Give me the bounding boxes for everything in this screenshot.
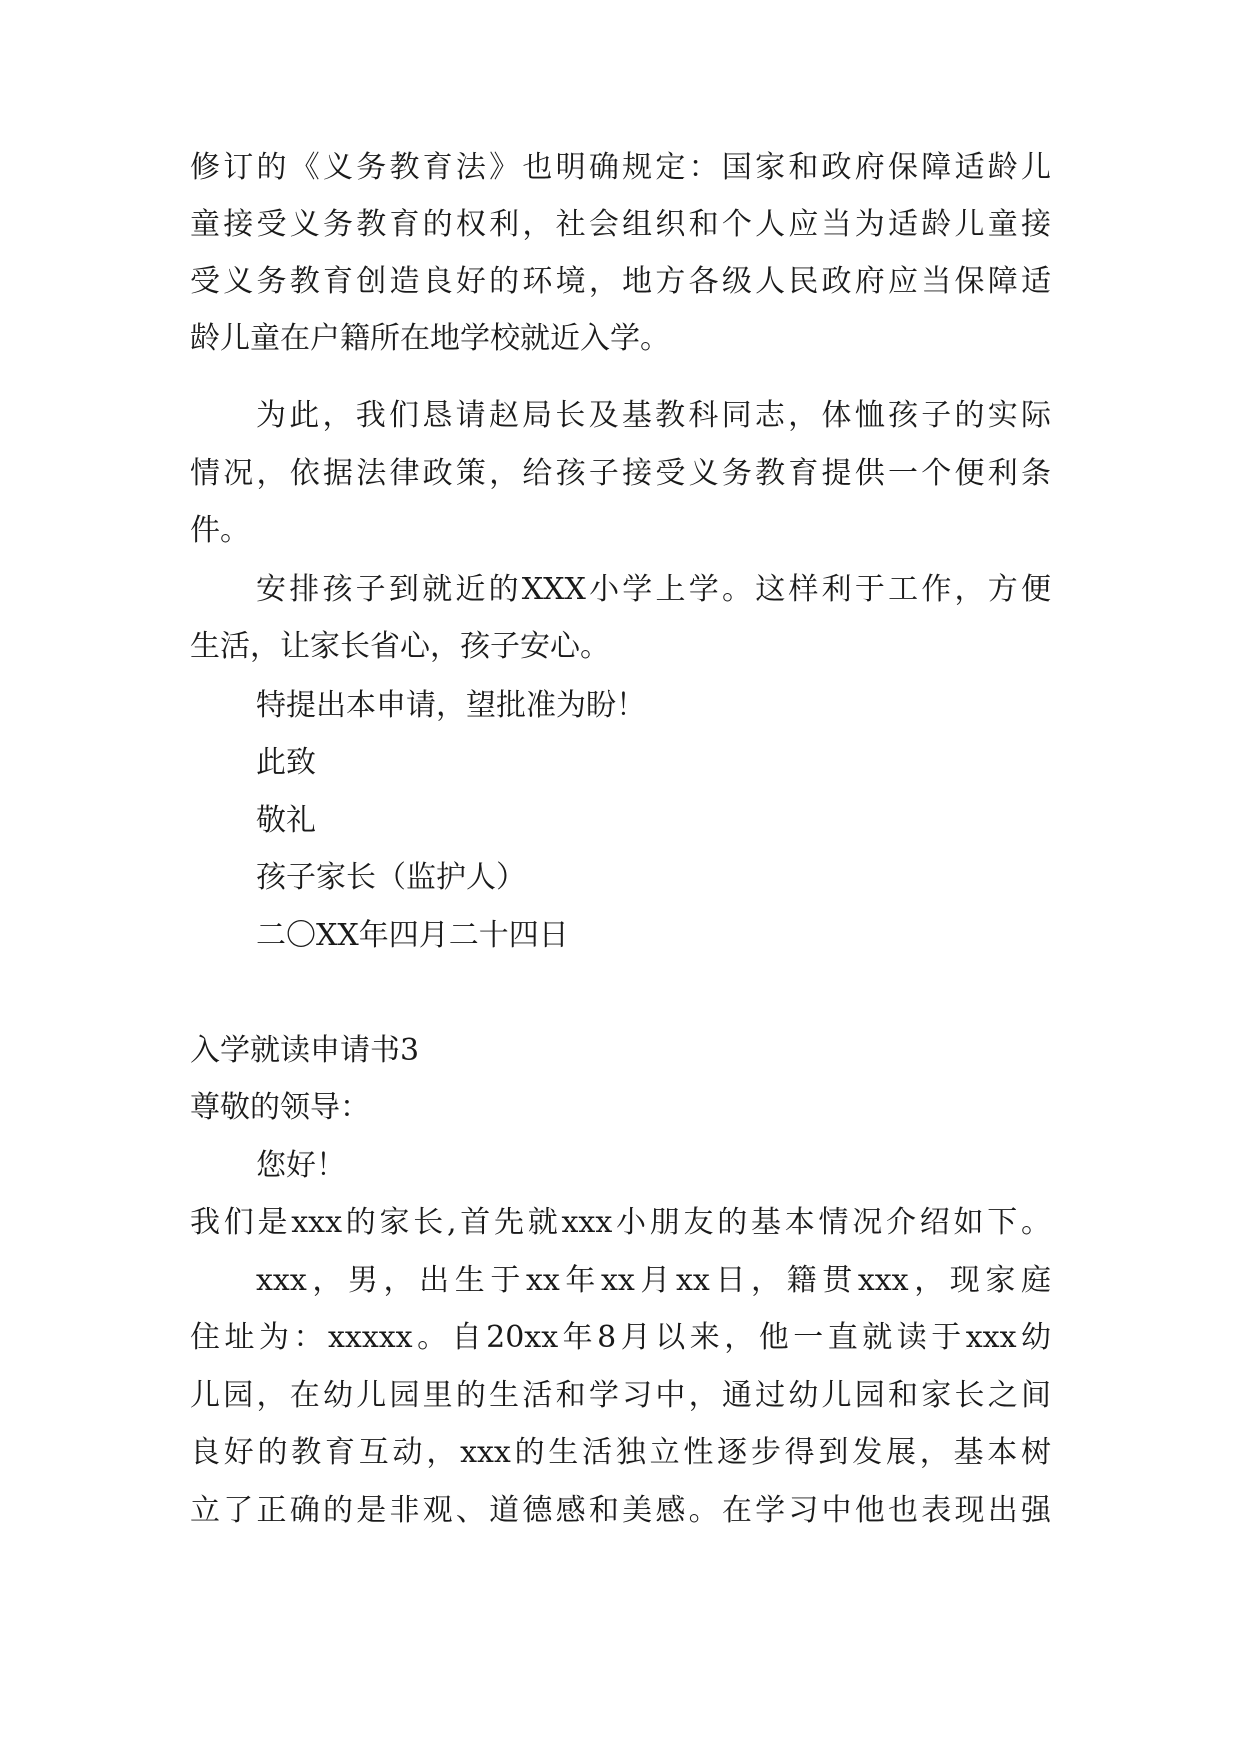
paragraph-line: 我们是xxx的家长,首先就xxx小朋友的基本情况介绍如下。 <box>190 1205 1051 1240</box>
paragraph-line: xxx，男，出生于xx年xx月xx日，籍贯xxx，现家庭 <box>256 1263 1051 1298</box>
signature-line: 孩子家长（监护人） <box>256 860 526 895</box>
paragraph-line: 良好的教育互动，xxx的生活独立性逐步得到发展，基本树 <box>190 1435 1051 1470</box>
paragraph-line: 安排孩子到就近的XXX小学上学。这样利于工作，方便 <box>256 572 1051 607</box>
paragraph-line: 情况，依据法律政策，给孩子接受义务教育提供一个便利条 <box>190 456 1051 491</box>
paragraph-line: 儿园，在幼儿园里的生活和学习中，通过幼儿园和家长之间 <box>190 1378 1051 1413</box>
paragraph-line: 住址为：xxxxx。自20xx年8月以来，他一直就读于xxx幼 <box>190 1320 1051 1355</box>
paragraph-line: 立了正确的是非观、道德感和美感。在学习中他也表现出强 <box>190 1493 1051 1528</box>
greeting-line: 您好！ <box>256 1148 346 1183</box>
closing-line: 敬礼 <box>256 803 316 838</box>
paragraph-line: 龄儿童在户籍所在地学校就近入学。 <box>190 321 670 356</box>
salutation-line: 尊敬的领导： <box>190 1090 370 1125</box>
paragraph-line: 修订的《义务教育法》也明确规定：国家和政府保障适龄儿 <box>190 150 1051 185</box>
paragraph-line: 为此，我们恳请赵局长及基教科同志，体恤孩子的实际 <box>256 398 1051 433</box>
section-title: 入学就读申请书3 <box>190 1033 420 1068</box>
paragraph-line: 生活，让家长省心，孩子安心。 <box>190 629 610 664</box>
date-line: 二〇XX年四月二十四日 <box>256 918 569 953</box>
paragraph-line: 受义务教育创造良好的环境，地方各级人民政府应当保障适 <box>190 264 1051 299</box>
request-line: 特提出本申请，望批准为盼！ <box>256 688 646 723</box>
closing-line: 此致 <box>256 745 316 780</box>
paragraph-line: 童接受义务教育的权利，社会组织和个人应当为适龄儿童接 <box>190 207 1051 242</box>
paragraph-line: 件。 <box>190 513 250 548</box>
